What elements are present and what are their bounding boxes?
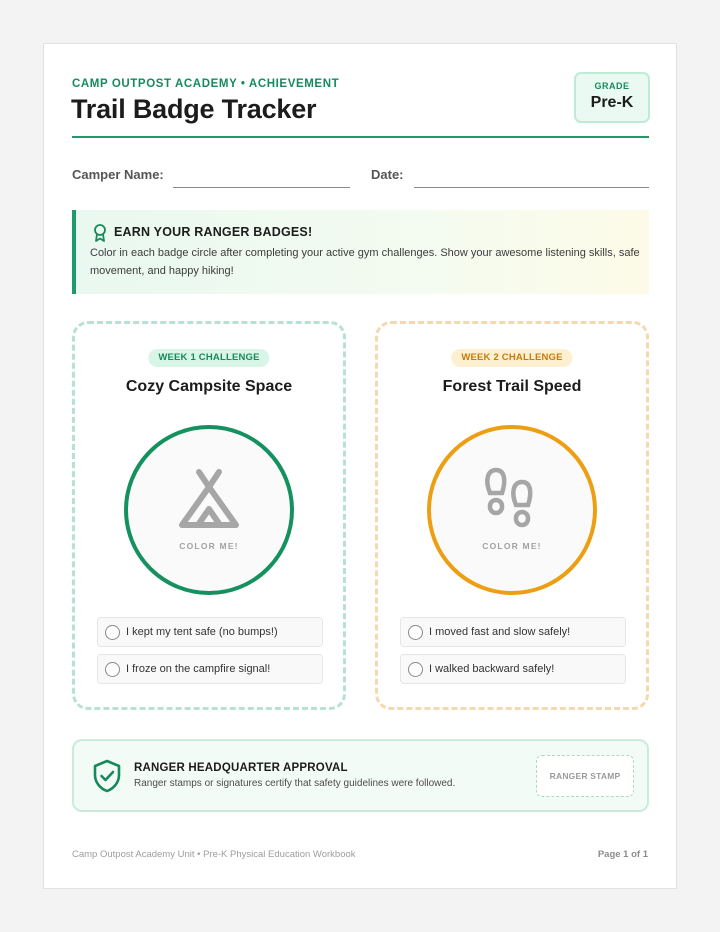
header-divider bbox=[72, 136, 649, 138]
approval-title: RANGER HEADQUARTER APPROVAL bbox=[134, 762, 348, 774]
week-2-color-me: COLOR ME! bbox=[482, 541, 542, 551]
week-2-color-circle[interactable] bbox=[427, 425, 597, 595]
grade-label: GRADE bbox=[594, 81, 630, 91]
banner-text: Color in each badge circle after completing your active gym challenges. Show your awesome listening skills, safe movement, and happy hiking! bbox=[90, 247, 640, 277]
date-label: Date: bbox=[371, 167, 404, 182]
grade-badge bbox=[574, 72, 650, 123]
footer-unit-text: Camp Outpost Academy Unit • Pre-K Physical Education Workbook bbox=[72, 849, 356, 860]
camper-name-label: Camper Name: bbox=[72, 167, 164, 182]
approval-box bbox=[72, 739, 649, 812]
grade-value: Pre-K bbox=[590, 94, 634, 111]
checkbox-circle[interactable] bbox=[408, 662, 423, 677]
week-1-check-2[interactable] bbox=[97, 654, 323, 684]
check-label: I froze on the campfire signal! bbox=[126, 663, 271, 675]
week-1-title: Cozy Campsite Space bbox=[125, 378, 293, 395]
tent-icon bbox=[176, 467, 242, 531]
worksheet-page bbox=[43, 43, 677, 889]
check-label: I kept my tent safe (no bumps!) bbox=[126, 626, 278, 638]
date-field[interactable] bbox=[414, 187, 649, 188]
week-2-check-2[interactable] bbox=[400, 654, 626, 684]
week-2-title: Forest Trail Speed bbox=[442, 378, 582, 395]
week-1-challenge-card bbox=[72, 321, 346, 710]
checkbox-circle[interactable] bbox=[105, 662, 120, 677]
week-1-pill: WEEK 1 CHALLENGE bbox=[148, 349, 269, 367]
check-label: I moved fast and slow safely! bbox=[429, 626, 571, 638]
week-2-pill: WEEK 2 CHALLENGE bbox=[451, 349, 572, 367]
check-label: I walked backward safely! bbox=[429, 663, 555, 675]
week-1-color-circle[interactable] bbox=[124, 425, 294, 595]
camper-name-field[interactable] bbox=[173, 187, 350, 188]
checkbox-circle[interactable] bbox=[105, 625, 120, 640]
checkbox-circle[interactable] bbox=[408, 625, 423, 640]
approval-text: Ranger stamps or signatures certify that safety guidelines were followed. bbox=[134, 778, 456, 789]
instructions-banner bbox=[72, 210, 649, 294]
week-1-color-me: COLOR ME! bbox=[179, 541, 239, 551]
page-title: Trail Badge Tracker bbox=[71, 94, 317, 124]
ranger-stamp-box[interactable]: RANGER STAMP bbox=[536, 755, 634, 797]
week-2-challenge-card bbox=[375, 321, 649, 710]
page-number: Page 1 of 1 bbox=[597, 849, 648, 860]
week-1-check-1[interactable] bbox=[97, 617, 323, 647]
header-kicker: CAMP OUTPOST ACADEMY • ACHIEVEMENT bbox=[72, 78, 340, 90]
ribbon-award-icon bbox=[92, 223, 108, 243]
week-2-check-1[interactable] bbox=[400, 617, 626, 647]
shield-check-icon bbox=[92, 758, 122, 794]
footprints-icon bbox=[480, 467, 544, 531]
banner-title: EARN YOUR RANGER BADGES! bbox=[114, 225, 313, 239]
